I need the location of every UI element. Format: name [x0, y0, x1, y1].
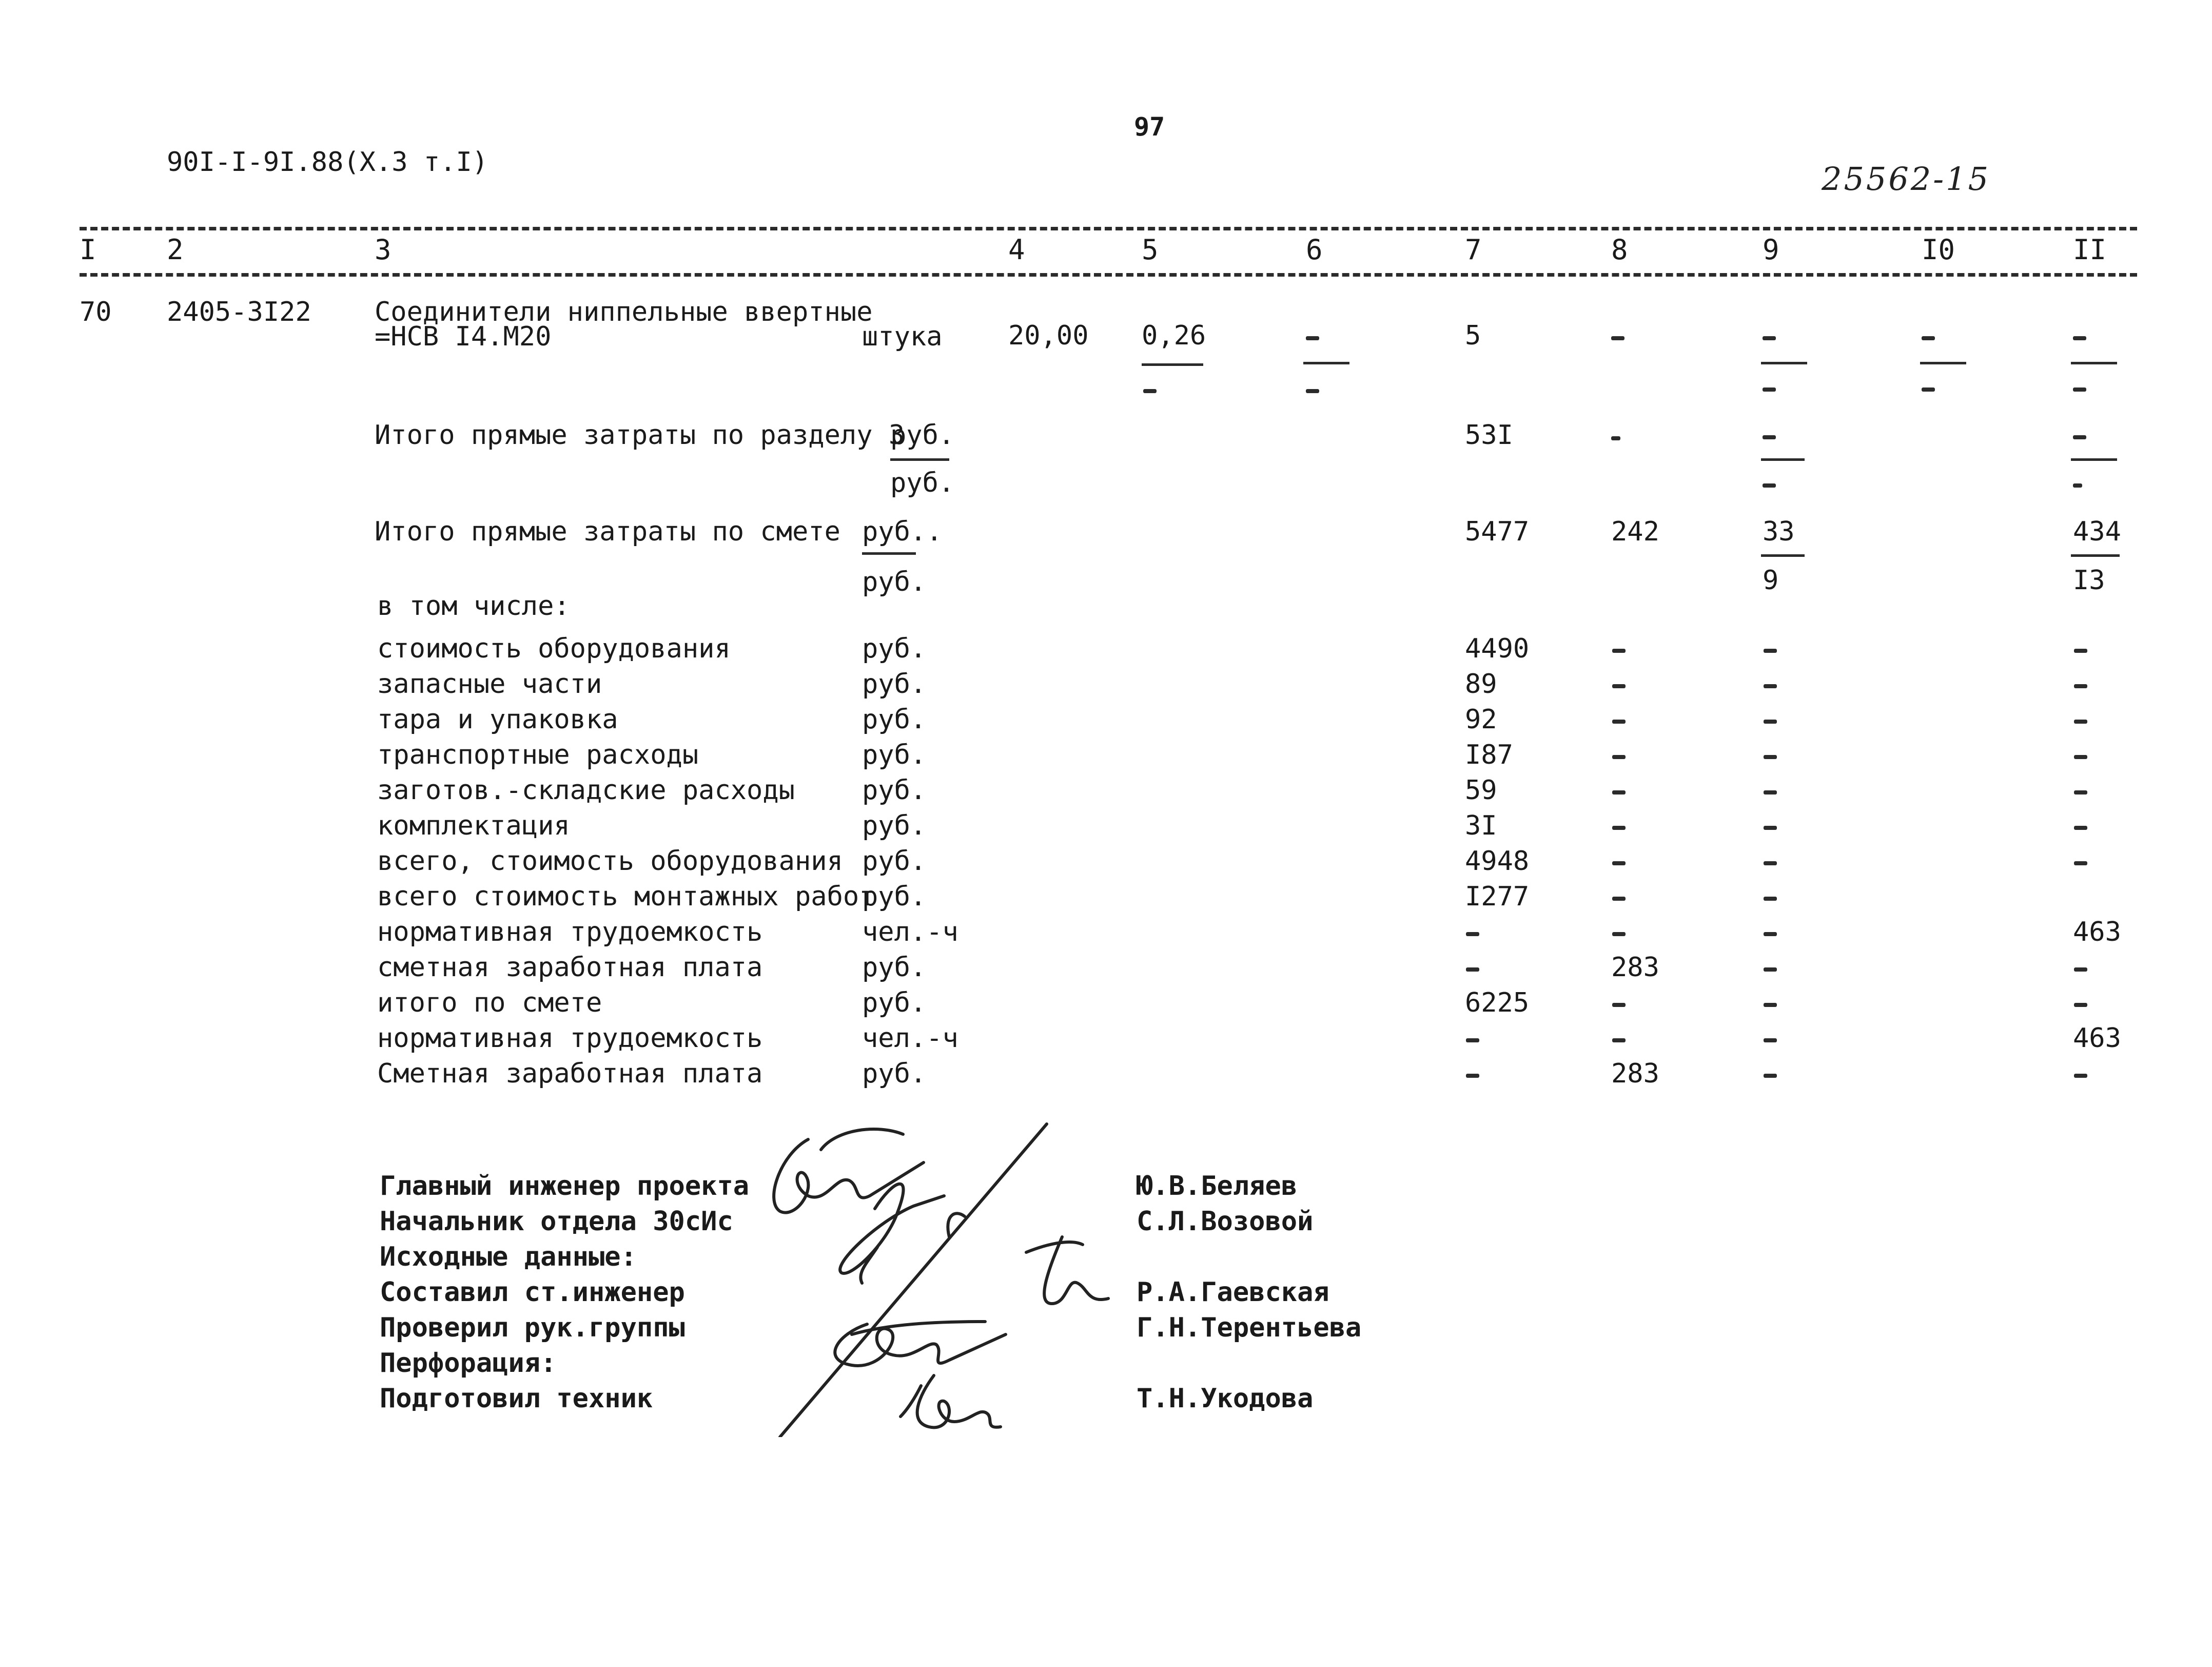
empty-cell-dash	[1764, 932, 1777, 936]
empty-cell-dash	[1764, 720, 1777, 724]
breakdown-c7: 59	[1465, 775, 1497, 806]
breakdown-label: всего стоимость монтажных работ	[377, 881, 875, 912]
breakdown-label: запасные части	[377, 669, 602, 700]
col9-fraction-bar	[1761, 458, 1805, 461]
breakdown-label: заготов.-складские расходы	[377, 775, 795, 806]
col11-fraction-bar	[2071, 458, 2117, 461]
empty-cell-dash	[1764, 755, 1777, 759]
empty-cell-dash	[2073, 336, 2086, 340]
signature-role: Подготовил техник	[380, 1383, 653, 1414]
breakdown-c7: I277	[1465, 881, 1530, 912]
column-header-4: 4	[1008, 234, 1025, 266]
breakdown-unit: руб.	[862, 952, 927, 983]
breakdown-unit: руб.	[862, 669, 927, 700]
column-header-7: 7	[1465, 234, 1482, 266]
empty-cell-dash	[1611, 436, 1620, 440]
estimate-total-col11-bottom: I3	[2073, 565, 2105, 596]
empty-cell-dash	[2073, 387, 2086, 392]
document-code: 90I-I-9I.88(X.3 т.I)	[167, 147, 488, 178]
item-total: 5	[1465, 320, 1481, 351]
header-bottom-rule	[80, 273, 2137, 277]
breakdown-c11: 463	[2073, 917, 2121, 947]
signature-name: Р.А.Гаевская	[1137, 1277, 1329, 1308]
empty-cell-dash	[1764, 684, 1777, 688]
empty-cell-dash	[1763, 387, 1776, 392]
empty-cell-dash	[1763, 435, 1776, 439]
breakdown-unit: руб.	[862, 846, 927, 877]
empty-cell-dash	[2074, 967, 2087, 972]
signature-name: Г.Н.Терентьева	[1137, 1312, 1362, 1343]
empty-cell-dash	[2074, 790, 2087, 794]
breakdown-c11: 463	[2073, 1023, 2121, 1054]
empty-cell-dash	[1466, 1074, 1479, 1078]
breakdown-unit: руб.	[862, 740, 927, 770]
column-header-5: 5	[1142, 234, 1159, 266]
column-header-1: I	[80, 234, 96, 266]
breakdown-unit: руб.	[862, 881, 927, 912]
column-header-3: 3	[375, 234, 391, 266]
column-header-10: I0	[1922, 234, 1955, 266]
empty-cell-dash	[1611, 336, 1624, 340]
signature-name: С.Л.Возовой	[1137, 1206, 1314, 1237]
breakdown-unit: руб.	[862, 633, 927, 664]
empty-cell-dash	[1466, 932, 1479, 936]
signature-role: Проверил рук.группы	[380, 1312, 685, 1343]
including-label: в том числе:	[377, 591, 570, 622]
estimate-total-unit-top: руб..	[862, 516, 943, 547]
empty-cell-dash	[1763, 336, 1776, 340]
empty-cell-dash	[1612, 720, 1626, 724]
estimate-total-unit-bar	[862, 552, 916, 555]
section-total-col7: 53I	[1465, 420, 1513, 451]
empty-cell-dash	[1763, 483, 1776, 488]
breakdown-c7: 4948	[1465, 846, 1530, 877]
stamp-number: 25562-15	[1822, 160, 1991, 198]
breakdown-label: всего, стоимость оборудования	[377, 846, 843, 877]
empty-cell-dash	[1922, 387, 1935, 392]
signature-role: Перфорация:	[380, 1348, 557, 1379]
empty-cell-dash	[1764, 649, 1777, 653]
breakdown-label: транспортные расходы	[377, 740, 699, 770]
empty-cell-dash	[2074, 649, 2087, 653]
breakdown-label: итого по смете	[377, 987, 602, 1018]
signature-role: Начальник отдела 30сИс	[380, 1206, 733, 1237]
empty-cell-dash	[1612, 861, 1626, 865]
breakdown-c7: 92	[1465, 704, 1497, 735]
col11-fraction-bar	[2071, 554, 2120, 557]
empty-cell-dash	[1306, 336, 1319, 340]
empty-cell-dash	[1764, 790, 1777, 794]
page-number: 97	[1134, 112, 1165, 142]
empty-cell-dash	[1764, 1038, 1777, 1042]
breakdown-unit: руб.	[862, 704, 927, 735]
breakdown-c7: 3I	[1465, 810, 1497, 841]
col6-fraction-bar	[1303, 362, 1349, 364]
estimate-total-label: Итого прямые затраты по смете	[375, 516, 840, 547]
empty-cell-dash	[2074, 826, 2087, 830]
breakdown-c7: 4490	[1465, 633, 1530, 664]
signature-role: Исходные данные:	[380, 1242, 637, 1272]
empty-cell-dash	[1612, 932, 1626, 936]
empty-cell-dash	[1612, 1038, 1626, 1042]
col11-fraction-bar	[2071, 362, 2117, 364]
empty-cell-dash	[1764, 861, 1777, 865]
breakdown-unit: руб.	[862, 1058, 927, 1089]
breakdown-c8: 283	[1611, 952, 1659, 983]
col10-fraction-bar	[1920, 362, 1966, 364]
breakdown-label: стоимость оборудования	[377, 633, 731, 664]
breakdown-c7: 6225	[1465, 987, 1530, 1018]
empty-cell-dash	[2074, 1074, 2087, 1078]
column-header-8: 8	[1611, 234, 1628, 266]
estimate-total-col9-top: 33	[1763, 516, 1795, 547]
col9-fraction-bar	[1761, 362, 1807, 364]
item-quantity: 20,00	[1008, 320, 1089, 351]
signature-role: Главный инженер проекта	[380, 1171, 750, 1201]
item-code: 2405-3I22	[167, 297, 311, 327]
breakdown-unit: руб.	[862, 987, 927, 1018]
empty-cell-dash	[1612, 826, 1626, 830]
signature-name: Т.Н.Укодова	[1137, 1383, 1314, 1414]
item-price: 0,26	[1142, 320, 1206, 351]
breakdown-c7: 89	[1465, 669, 1497, 700]
breakdown-label: комплектация	[377, 810, 570, 841]
empty-cell-dash	[1612, 684, 1626, 688]
empty-cell-dash	[1764, 1003, 1777, 1007]
empty-cell-dash	[1612, 790, 1626, 794]
section-total-unit-bar	[890, 458, 949, 461]
empty-cell-dash	[1612, 649, 1626, 653]
column-header-9: 9	[1763, 234, 1779, 266]
breakdown-label: тара и упаковка	[377, 704, 618, 735]
breakdown-label: сметная заработная плата	[377, 952, 763, 983]
item-unit: штука	[862, 321, 943, 352]
section-total-label: Итого прямые затраты по разделу 3	[375, 420, 905, 451]
signature-role: Составил ст.инженер	[380, 1277, 685, 1308]
empty-cell-dash	[2074, 861, 2087, 865]
handwritten-signatures	[759, 1119, 1119, 1437]
breakdown-unit: чел.-ч	[862, 917, 958, 947]
breakdown-label: нормативная трудоемкость	[377, 1023, 763, 1054]
empty-cell-dash	[1764, 967, 1777, 972]
empty-cell-dash	[1764, 897, 1777, 901]
empty-cell-dash	[2073, 435, 2086, 439]
breakdown-c7: I87	[1465, 740, 1513, 770]
breakdown-unit: руб.	[862, 810, 927, 841]
item-number: 70	[80, 297, 112, 327]
estimate-total-col9-bottom: 9	[1763, 565, 1779, 596]
estimate-total-col8: 242	[1611, 516, 1659, 547]
breakdown-label: нормативная трудоемкость	[377, 917, 763, 947]
column-header-6: 6	[1306, 234, 1323, 266]
empty-cell-dash	[1612, 755, 1626, 759]
empty-cell-dash	[2074, 720, 2087, 724]
empty-cell-dash	[1612, 897, 1626, 901]
breakdown-c8: 283	[1611, 1058, 1659, 1089]
header-top-rule	[80, 227, 2137, 230]
empty-cell-dash	[1922, 336, 1935, 340]
empty-cell-dash	[2074, 755, 2087, 759]
price-fraction-bar	[1142, 363, 1203, 366]
empty-cell-dash	[2073, 483, 2082, 488]
empty-cell-dash	[1306, 389, 1319, 393]
empty-cell-dash	[2074, 1003, 2087, 1007]
breakdown-unit: чел.-ч	[862, 1023, 958, 1054]
estimate-total-unit-bottom: руб.	[862, 567, 927, 597]
empty-cell-dash	[1764, 826, 1777, 830]
estimate-total-col11-top: 434	[2073, 516, 2121, 547]
empty-cell-dash	[1612, 1003, 1626, 1007]
column-header-2: 2	[167, 234, 184, 266]
empty-cell-dash	[1466, 1038, 1479, 1042]
section-total-unit-bottom: руб.	[890, 468, 955, 498]
col9-fraction-bar	[1761, 554, 1805, 557]
signature-name: Ю.В.Беляев	[1137, 1171, 1298, 1201]
breakdown-unit: руб.	[862, 775, 927, 806]
empty-cell-dash	[1466, 967, 1479, 972]
section-total-unit-top: руб.	[890, 420, 955, 451]
empty-cell-dash	[1143, 389, 1157, 393]
empty-cell-dash	[2074, 684, 2087, 688]
estimate-total-col7: 5477	[1465, 516, 1530, 547]
empty-cell-dash	[1764, 1074, 1777, 1078]
breakdown-label: Сметная заработная плата	[377, 1058, 763, 1089]
item-name-line1: Соединители ниппельные ввертные	[375, 297, 873, 327]
column-header-11: II	[2073, 234, 2107, 266]
item-name-line2: =НСВ I4.М20	[375, 321, 552, 352]
